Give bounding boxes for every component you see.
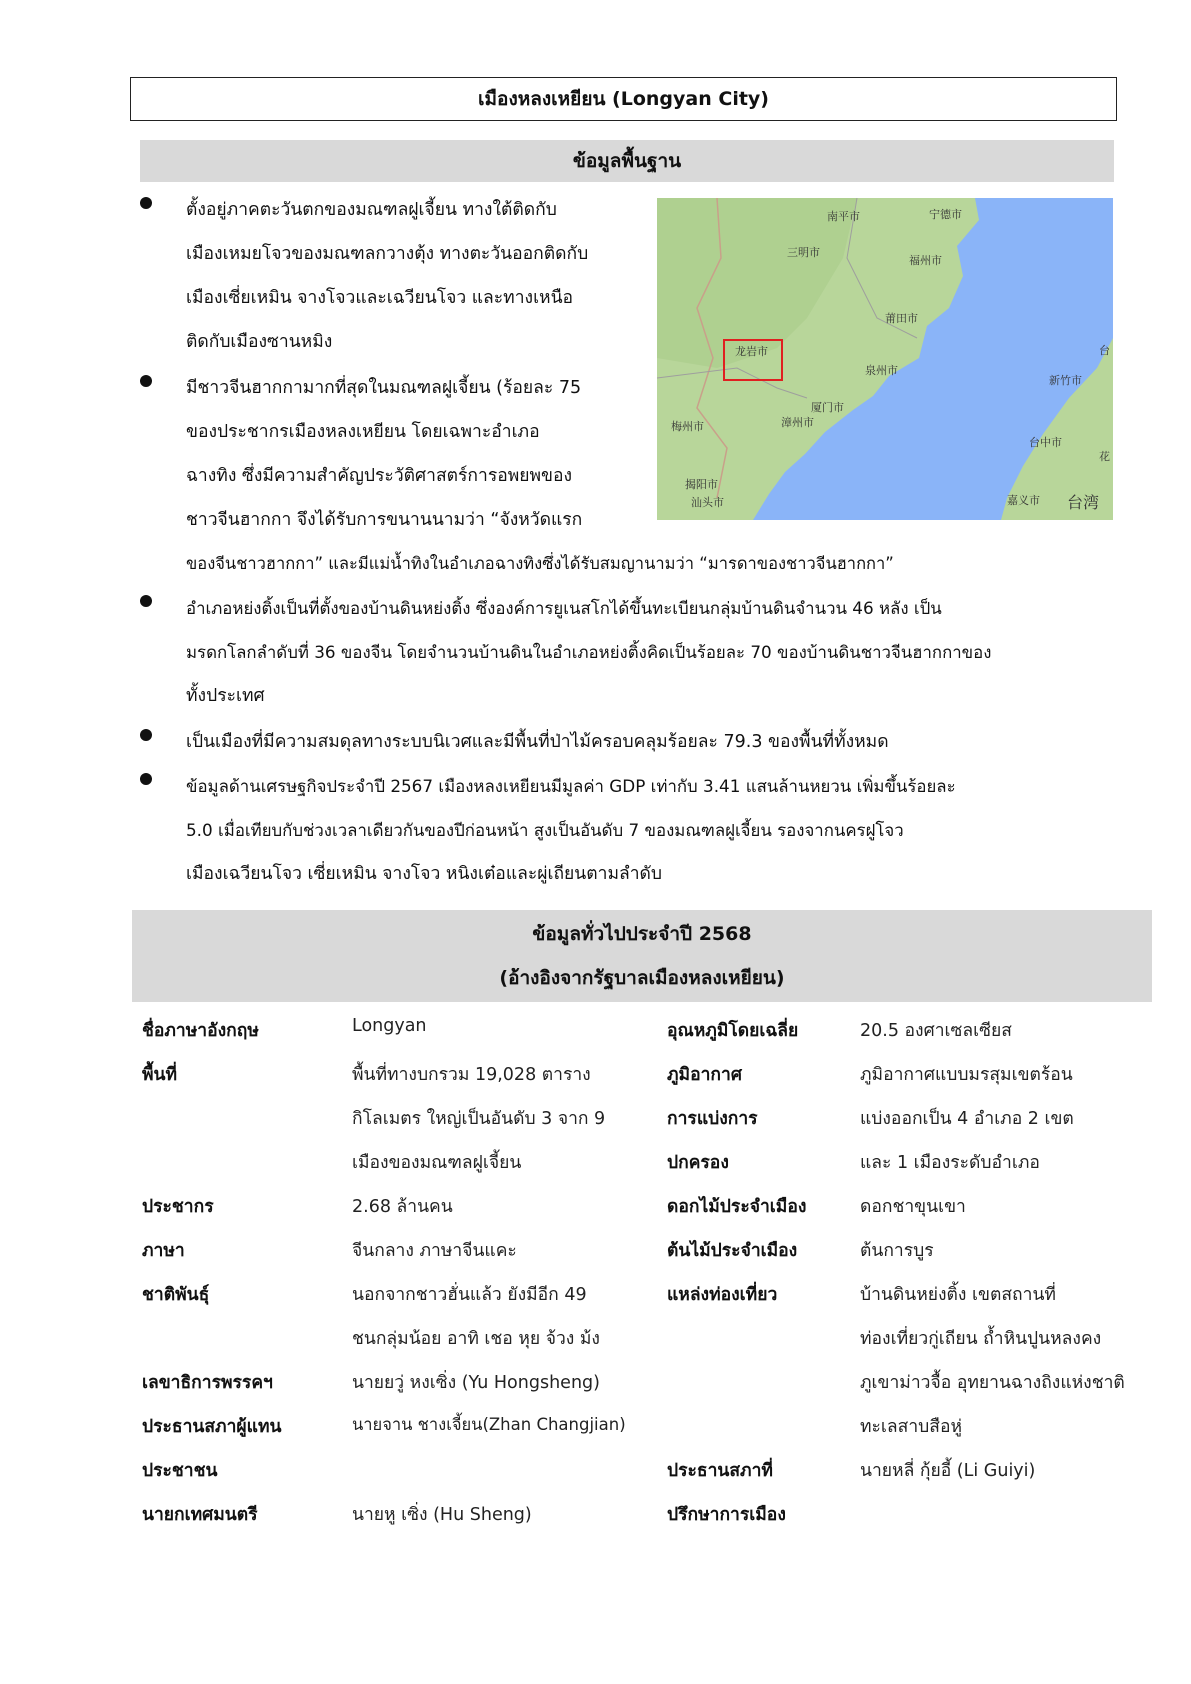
- basic-info-heading-text: ข้อมูลพื้นฐาน: [572, 150, 682, 172]
- bullet-ecology: [140, 720, 889, 764]
- bullet-line: ของประชากรเมืองหลงเหยียน โดยเฉพาะอำเภอ: [186, 422, 540, 442]
- cppcc-chair-label: ปรึกษาการเมือง: [667, 1505, 786, 1525]
- city-flower-label: ดอกไม้ประจำเมือง: [667, 1197, 807, 1217]
- map-label-longyan: 龙岩市: [735, 345, 768, 358]
- bullet-dot: [140, 197, 152, 209]
- english-name-value: Longyan: [352, 1016, 427, 1036]
- map-label-quanzhou: 泉州市: [865, 364, 898, 377]
- ethnic-value: นอกจากชาวฮั่นแล้ว ยังมีอีก 49: [352, 1285, 587, 1305]
- map-label-taichung: 台中市: [1029, 436, 1062, 449]
- map-label-ningde: 宁德市: [929, 208, 962, 221]
- climate-label: ภูมิอากาศ: [667, 1065, 742, 1085]
- map-label-sanming: 三明市: [787, 246, 820, 259]
- general-info-subtitle: (อ้างอิงจากรัฐบาลเมืองหลงเหยียน): [499, 967, 785, 989]
- admin-division-value: แบ่งออกเป็น 4 อำเภอ 2 เขต: [860, 1109, 1074, 1129]
- map-label-jieyang: 揭阳市: [685, 478, 718, 491]
- bullet-line: ชาวจีนฮากกา จึงได้รับการขนานนามว่า “จังหวัดแรก: [186, 510, 583, 530]
- tourism-value: ภูเขาม่าวจื้อ อุทยานฉางถิงแห่งชาติ: [860, 1373, 1125, 1393]
- bullet-line: มรดกโลกลำดับที่ 36 ของจีน โดยจำนวนบ้านดินในอำเภอหย่งติ้งคิดเป็นร้อยละ 70 ของบ้านดินชาวจีนฮากกาของ: [186, 642, 992, 662]
- bullet-line: ติดกับเมืองซานหมิง: [186, 332, 333, 352]
- area-value: กิโลเมตร ใหญ่เป็นอันดับ 3 จาก 9: [352, 1109, 606, 1129]
- temperature-label: อุณหภูมิโดยเฉลี่ย: [667, 1021, 799, 1041]
- basic-info-heading: [140, 140, 1114, 182]
- city-tree-value: ต้นการบูร: [860, 1241, 934, 1261]
- bullet-line: ทั้งประเทศ: [186, 686, 265, 706]
- map-label-nanping: 南平市: [827, 210, 860, 223]
- mayor-value: นายหู เซิ่ง (Hu Sheng): [352, 1505, 532, 1525]
- party-secretary-value: นายยวู่ หงเซิ่ง (Yu Hongsheng): [352, 1373, 600, 1393]
- general-info-title: ข้อมูลทั่วไปประจำปี 2568: [532, 923, 752, 945]
- admin-division-label: ปกครอง: [667, 1153, 729, 1173]
- tourism-value: ท่องเที่ยวกู่เถียน ถ้ำหินปูนหลงคง: [860, 1329, 1102, 1349]
- population-label: ประชากร: [142, 1197, 214, 1217]
- map-label-xiamen: 厦门市: [811, 401, 844, 414]
- general-info-heading: [132, 910, 1152, 1002]
- ethnic-value: ชนกลุ่มน้อย อาทิ เชอ หุย จ้วง ม้ง: [352, 1329, 600, 1349]
- map-label-chiayi: 嘉义市: [1007, 494, 1040, 507]
- tourism-value: ทะเลสาบสือหู่: [860, 1417, 962, 1437]
- bullet-line: ของจีนชาวฮากกา” และมีแม่น้ำทิงในอำเภอฉางทิงซึ่งได้รับสมญานามว่า “มารดาของชาวจีนฮากกา”: [186, 554, 894, 573]
- area-value: พื้นที่ทางบกรวม 19,028 ตาราง: [352, 1065, 591, 1085]
- congress-chair-label: ประชาชน: [142, 1461, 218, 1481]
- map-label-taiwan: 台湾: [1067, 493, 1100, 512]
- location-map: [657, 198, 1113, 520]
- english-name-label: ชื่อภาษาอังกฤษ: [142, 1021, 259, 1041]
- climate-value: ภูมิอากาศแบบมรสุมเขตร้อน: [860, 1065, 1073, 1085]
- temperature-value: 20.5 องศาเซลเซียส: [860, 1021, 1012, 1041]
- bullet-line: มีชาวจีนฮากกามากที่สุดในมณฑลฝูเจี้ยน (ร้อยละ 75: [186, 378, 582, 398]
- bullet-dot: [140, 375, 152, 387]
- city-tree-label: ต้นไม้ประจำเมือง: [667, 1241, 798, 1261]
- bullet-dot: [140, 729, 152, 741]
- map-label-putian: 莆田市: [885, 312, 918, 325]
- bullet-line: ฉางทิง ซึ่งมีความสำคัญประวัติศาสตร์การอพยพของ: [186, 466, 573, 486]
- bullet-line: ข้อมูลด้านเศรษฐกิจประจำปี 2567 เมืองหลงเหยียนมีมูลค่า GDP เท่ากับ 3.41 แสนล้านหยวน เพิ่มขึ้นร้อยละ: [186, 776, 956, 796]
- bullet-economy: [140, 764, 956, 896]
- bullet-line: 5.0 เมื่อเทียบกับช่วงเวลาเดียวกันของปีก่อนหน้า สูงเป็นอันดับ 7 ของมณฑลฝูเจี้ยน รองจากนครฝูโจว: [186, 820, 904, 840]
- admin-division-value: และ 1 เมืองระดับอำเภอ: [860, 1153, 1040, 1173]
- ethnic-label: ชาติพันธุ์: [142, 1285, 210, 1305]
- party-secretary-label: เลขาธิการพรรคฯ: [142, 1373, 273, 1393]
- bullet-tulou: [140, 586, 991, 718]
- congress-chair-label: ประธานสภาผู้แทน: [142, 1417, 282, 1437]
- language-label: ภาษา: [142, 1241, 185, 1261]
- map-label-shantou: 汕头市: [691, 496, 724, 509]
- bullet-line: เมืองเซี่ยเหมิน จางโจวและเฉวียนโจว และทางเหนือ: [186, 288, 574, 308]
- map-label-fuzhou: 福州市: [909, 254, 942, 267]
- page-title: [130, 77, 1117, 121]
- area-value: เมืองของมณฑลฝูเจี้ยน: [352, 1153, 522, 1173]
- bullet-dot: [140, 595, 152, 607]
- bullet-dot: [140, 773, 152, 785]
- map-label-hsinchu: 新竹市: [1049, 374, 1082, 387]
- tourism-label: แหล่งท่องเที่ยว: [667, 1285, 778, 1305]
- map-label-meizhou: 梅州市: [671, 420, 704, 433]
- map-label-tai-edge: 台: [1099, 344, 1110, 357]
- congress-chair-value: นายจาน ชางเจี้ยน(Zhan Changjian): [352, 1415, 626, 1434]
- area-label: พื้นที่: [142, 1065, 178, 1085]
- language-value: จีนกลาง ภาษาจีนแคะ: [352, 1241, 517, 1261]
- bullet-location: [140, 188, 588, 364]
- tourism-value: บ้านดินหย่งติ้ง เขตสถานที่: [860, 1285, 1056, 1305]
- bullet-line: ตั้งอยู่ภาคตะวันตกของมณฑลฝูเจี้ยน ทางใต้ติดกับ: [186, 200, 557, 220]
- city-flower-value: ดอกชาขุนเขา: [860, 1197, 966, 1217]
- population-value: 2.68 ล้านคน: [352, 1197, 453, 1217]
- map-label-zhangzhou: 漳州市: [781, 416, 814, 429]
- mayor-label: นายกเทศมนตรี: [142, 1505, 258, 1525]
- map-graphic: [657, 198, 1113, 520]
- cppcc-chair-label: ประธานสภาที่: [667, 1461, 773, 1481]
- bullet-line: เมืองเฉวียนโจว เซี่ยเหมิน จางโจว หนิงเต๋อและผู่เถียนตามลำดับ: [186, 864, 663, 884]
- cppcc-chair-value: นายหลี่ กุ้ยอี้ (Li Guiyi): [860, 1461, 1036, 1481]
- map-label-hua-edge: 花: [1099, 450, 1110, 463]
- bullet-line: เมืองเหมยโจวของมณฑลกวางตุ้ง ทางตะวันออกติดกับ: [186, 244, 589, 264]
- admin-division-label: การแบ่งการ: [667, 1109, 758, 1129]
- bullet-line: อำเภอหย่งติ้งเป็นที่ตั้งของบ้านดินหย่งติ้ง ซึ่งองค์การยูเนสโกได้ขึ้นทะเบียนกลุ่มบ้านดินจำนวน 46 หลัง เป็น: [186, 598, 942, 618]
- bullet-line: เป็นเมืองที่มีความสมดุลทางระบบนิเวศและมีพื้นที่ป่าไม้ครอบคลุมร้อยละ 79.3 ของพื้นที่ทั้งหมด: [186, 732, 889, 752]
- page-title-text: เมืองหลงเหยียน (Longyan City): [478, 88, 769, 110]
